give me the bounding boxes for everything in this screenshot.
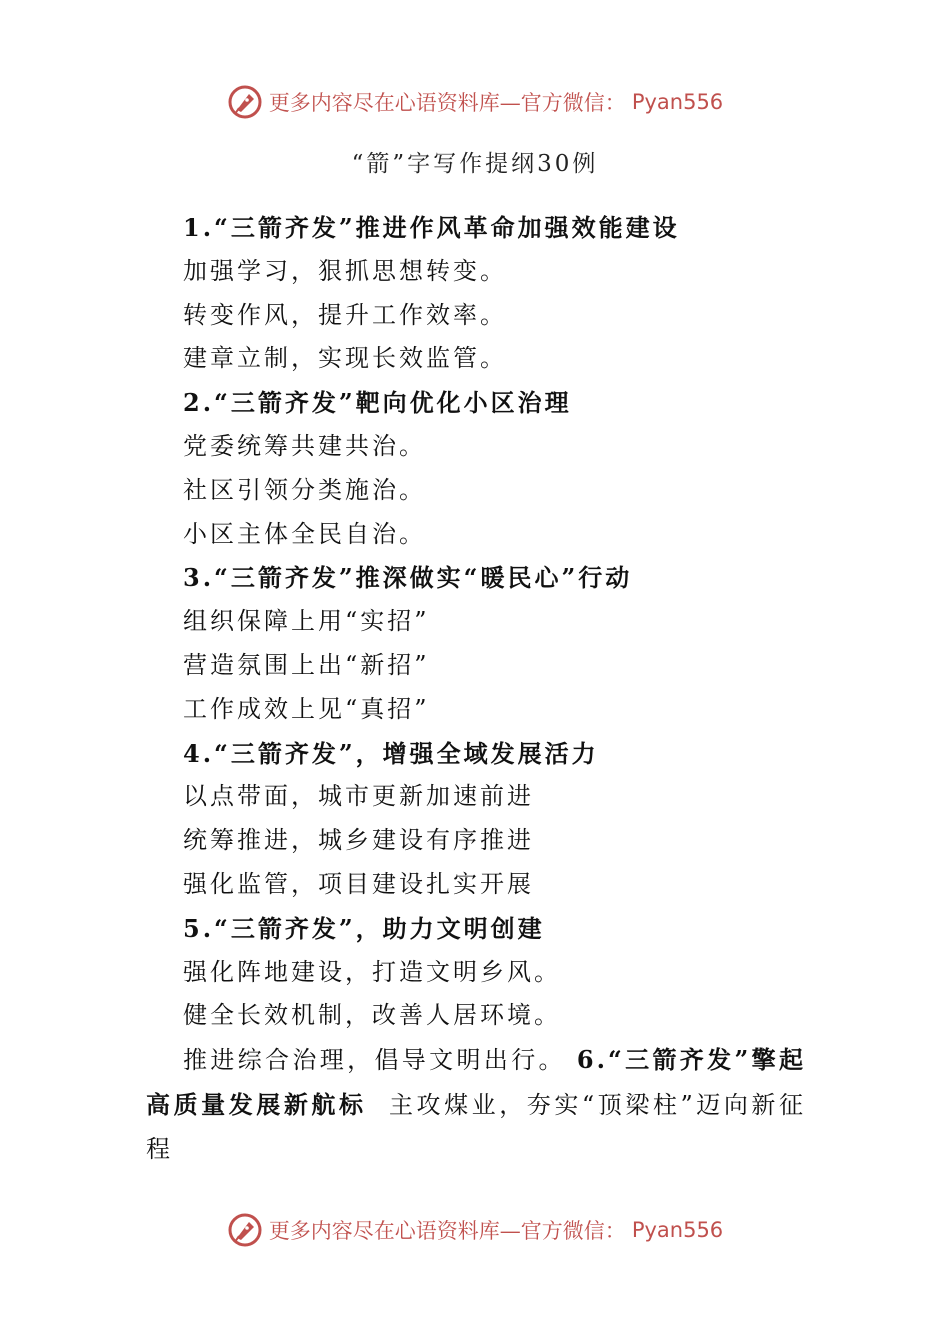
section-heading: 6.“三箭齐发”擎起高质量发展新航标 [146, 1045, 807, 1119]
list-item: 加强学习，狠抓思想转变。 [183, 256, 507, 285]
watermark-handle: Pyan556 [631, 1218, 724, 1242]
watermark-text: 更多内容尽在心语资料库—官方微信： [268, 1219, 626, 1243]
list-item: 以点带面，城市更新加速前进 [183, 782, 534, 811]
pen-nib-logo-icon [227, 84, 263, 120]
list-item: 建章立制，实现长效监管。 [183, 344, 507, 373]
list-item: 转变作风，提升工作效率。 [183, 300, 507, 329]
list-item: 强化监管，项目建设扎实开展 [183, 869, 534, 898]
list-item: 小区主体全民自治。 [183, 519, 426, 548]
paragraph-lead: 推进综合治理，倡导文明出行。 [183, 1046, 566, 1075]
document-title: “箭”字写作提纲30例 [351, 151, 599, 177]
watermark-text: 更多内容尽在心语资料库—官方微信： [268, 91, 626, 115]
watermark-banner-top [0, 84, 950, 120]
list-item: 统筹推进，城乡建设有序推进 [183, 826, 534, 855]
section-heading: 4.“三箭齐发”，增强全域发展活力 [183, 738, 599, 768]
pen-nib-logo-icon [227, 1212, 263, 1248]
list-item: 组织保障上用“实招” [183, 607, 430, 636]
watermark-banner-bottom [0, 1212, 950, 1248]
section-heading: 5.“三箭齐发”，助力文明创建 [183, 913, 545, 943]
watermark-handle: Pyan556 [631, 90, 724, 114]
paragraph-tail: 主攻煤业，夯实“顶梁柱”迈向新征程 [146, 1090, 807, 1163]
list-item: 强化阵地建设，打造文明乡风。 [183, 957, 561, 986]
section-heading: 3.“三箭齐发”推深做实“暖民心”行动 [183, 563, 633, 593]
mixed-paragraph [146, 1038, 806, 1171]
list-item: 营造氛围上出“新招” [183, 650, 430, 679]
list-item: 工作成效上见“真招” [183, 694, 430, 723]
list-item: 社区引领分类施治。 [183, 475, 426, 504]
list-item: 党委统筹共建共治。 [183, 431, 426, 460]
document-body [146, 206, 806, 1172]
list-item: 健全长效机制，改善人居环境。 [183, 1001, 561, 1030]
section-heading: 1.“三箭齐发”推进作风革命加强效能建设 [183, 213, 680, 242]
section-heading: 2.“三箭齐发”靶向优化小区治理 [183, 388, 572, 418]
